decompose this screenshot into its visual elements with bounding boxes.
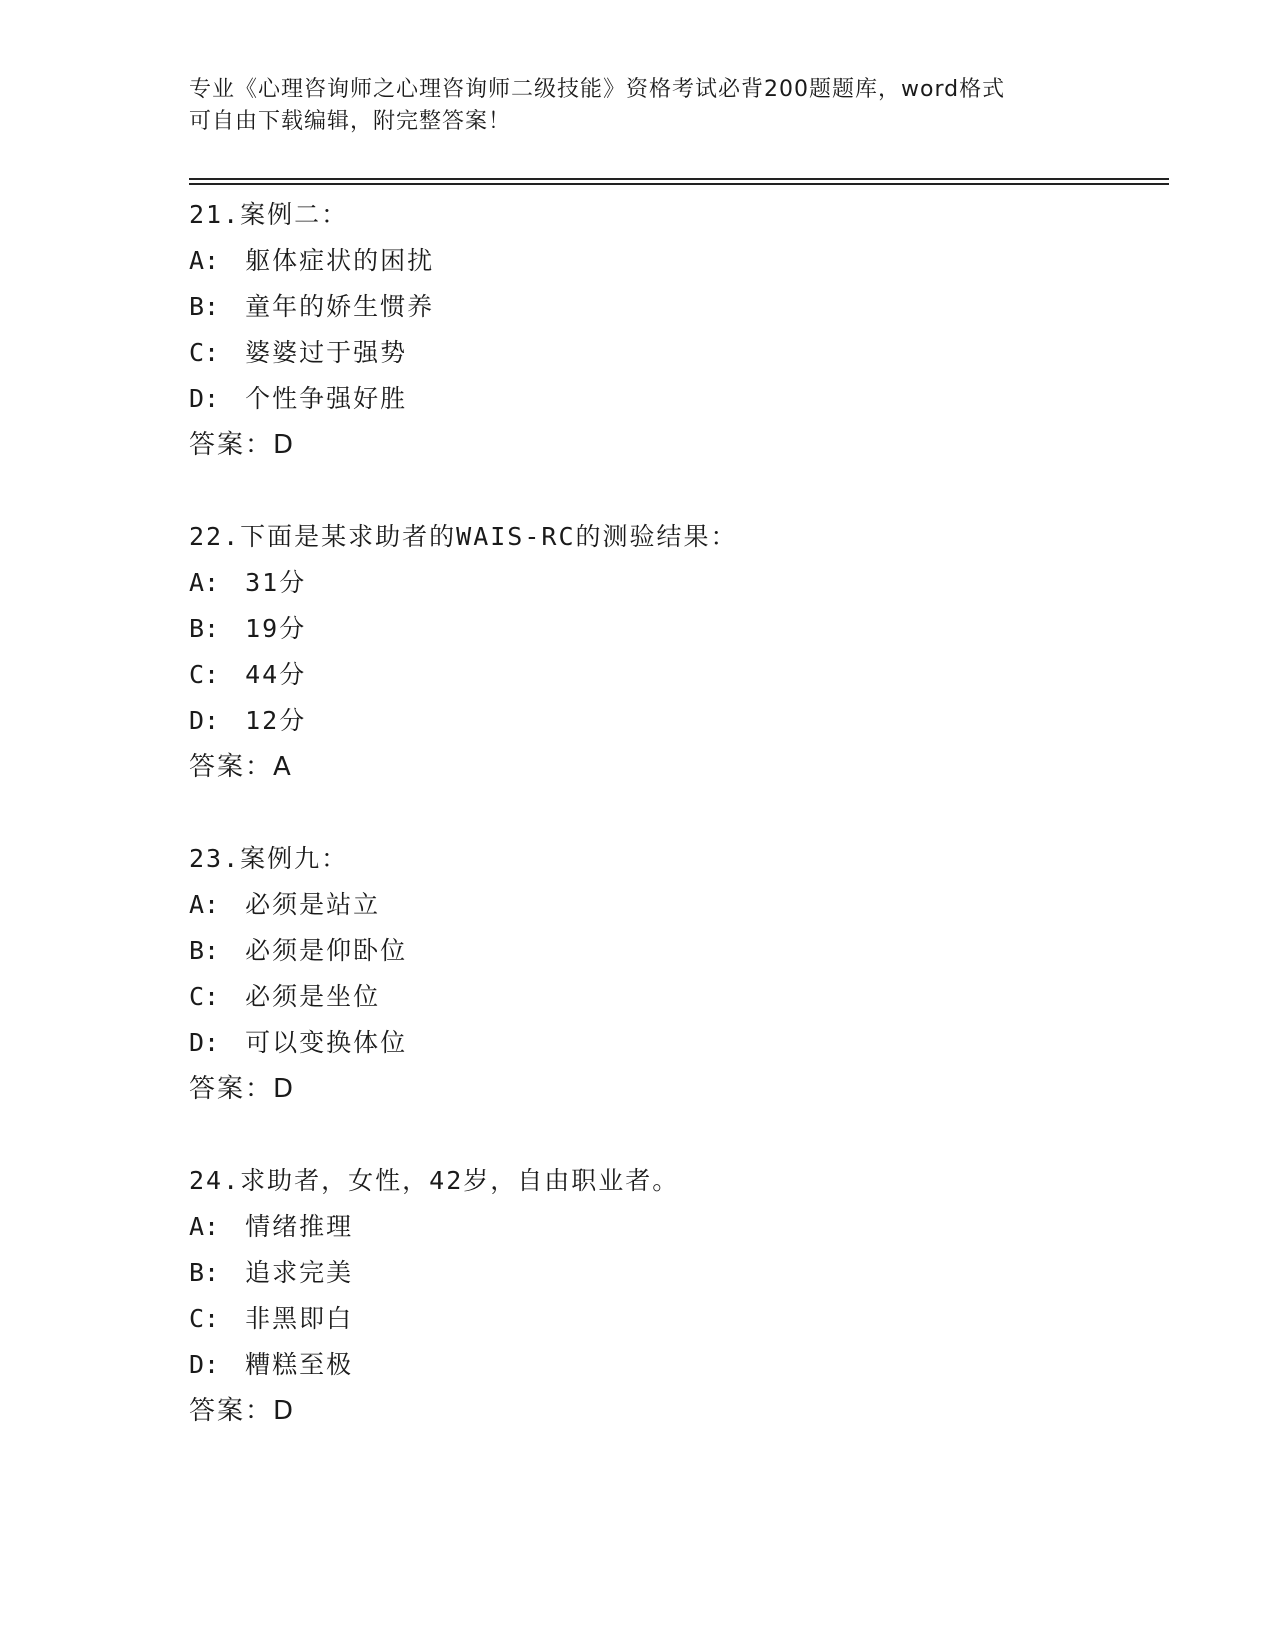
answer-line xyxy=(189,1066,1169,1112)
option-text: 可以变换体位 xyxy=(245,1028,408,1057)
option-text: 必须是仰卧位 xyxy=(245,936,408,965)
option-c xyxy=(189,330,1169,376)
option-d xyxy=(189,1342,1169,1388)
option-label: C: xyxy=(189,1304,220,1333)
option-a xyxy=(189,1204,1169,1250)
option-b xyxy=(189,928,1169,974)
answer-label: 答案： xyxy=(189,1396,274,1426)
answer-line xyxy=(189,1388,1169,1434)
answer-label: 答案： xyxy=(189,1074,274,1104)
option-b xyxy=(189,606,1169,652)
question-stem: 24.求助者，女性，42岁，自由职业者。 xyxy=(189,1166,680,1195)
question-item xyxy=(189,836,1169,1112)
header-line-1: 专业《心理咨询师之心理咨询师二级技能》资格考试必背200题题库，word格式 xyxy=(189,77,1006,102)
option-text: 糟糕至极 xyxy=(245,1350,354,1379)
option-c xyxy=(189,652,1169,698)
option-text: 追求完美 xyxy=(245,1258,354,1287)
option-d xyxy=(189,1020,1169,1066)
option-c xyxy=(189,1296,1169,1342)
question-stem: 22.下面是某求助者的WAIS-RC的测验结果： xyxy=(189,522,738,551)
option-label: C: xyxy=(189,982,220,1011)
option-text: 12分 xyxy=(245,706,307,735)
option-label: C: xyxy=(189,660,220,689)
option-label: D: xyxy=(189,384,220,413)
option-label: D: xyxy=(189,706,220,735)
option-text: 情绪推理 xyxy=(245,1212,354,1241)
option-label: D: xyxy=(189,1350,220,1379)
option-label: A: xyxy=(189,568,220,597)
option-c xyxy=(189,974,1169,1020)
question-stem: 21.案例二： xyxy=(189,200,349,229)
header-divider-bottom xyxy=(189,183,1169,185)
option-text: 31分 xyxy=(245,568,307,597)
option-text: 童年的娇生惯养 xyxy=(245,292,435,321)
option-text: 必须是站立 xyxy=(245,890,381,919)
option-label: B: xyxy=(189,936,220,965)
question-stem: 23.案例九： xyxy=(189,844,349,873)
answer-line xyxy=(189,422,1169,468)
document-header xyxy=(189,74,1089,138)
option-text: 必须是坐位 xyxy=(245,982,381,1011)
question-list xyxy=(189,192,1169,1480)
answer-value: A xyxy=(273,752,291,782)
question-item xyxy=(189,192,1169,468)
option-text: 躯体症状的困扰 xyxy=(245,246,435,275)
option-text: 非黑即白 xyxy=(245,1304,354,1333)
answer-value: D xyxy=(273,1396,294,1426)
option-d xyxy=(189,698,1169,744)
answer-value: D xyxy=(273,430,294,460)
option-text: 婆婆过于强势 xyxy=(245,338,408,367)
answer-line xyxy=(189,744,1169,790)
header-divider-top xyxy=(189,178,1169,180)
answer-value: D xyxy=(273,1074,294,1104)
option-a xyxy=(189,238,1169,284)
answer-label: 答案： xyxy=(189,430,274,460)
option-label: A: xyxy=(189,890,220,919)
option-d xyxy=(189,376,1169,422)
option-label: A: xyxy=(189,246,220,275)
option-b xyxy=(189,284,1169,330)
option-label: B: xyxy=(189,1258,220,1287)
option-text: 19分 xyxy=(245,614,307,643)
question-item xyxy=(189,1158,1169,1434)
option-a xyxy=(189,560,1169,606)
option-text: 个性争强好胜 xyxy=(245,384,408,413)
option-text: 44分 xyxy=(245,660,307,689)
option-label: B: xyxy=(189,292,220,321)
answer-label: 答案： xyxy=(189,752,274,782)
option-b xyxy=(189,1250,1169,1296)
header-line-2: 可自由下载编辑，附完整答案！ xyxy=(189,109,512,134)
option-a xyxy=(189,882,1169,928)
option-label: B: xyxy=(189,614,220,643)
question-item xyxy=(189,514,1169,790)
option-label: D: xyxy=(189,1028,220,1057)
option-label: C: xyxy=(189,338,220,367)
option-label: A: xyxy=(189,1212,220,1241)
